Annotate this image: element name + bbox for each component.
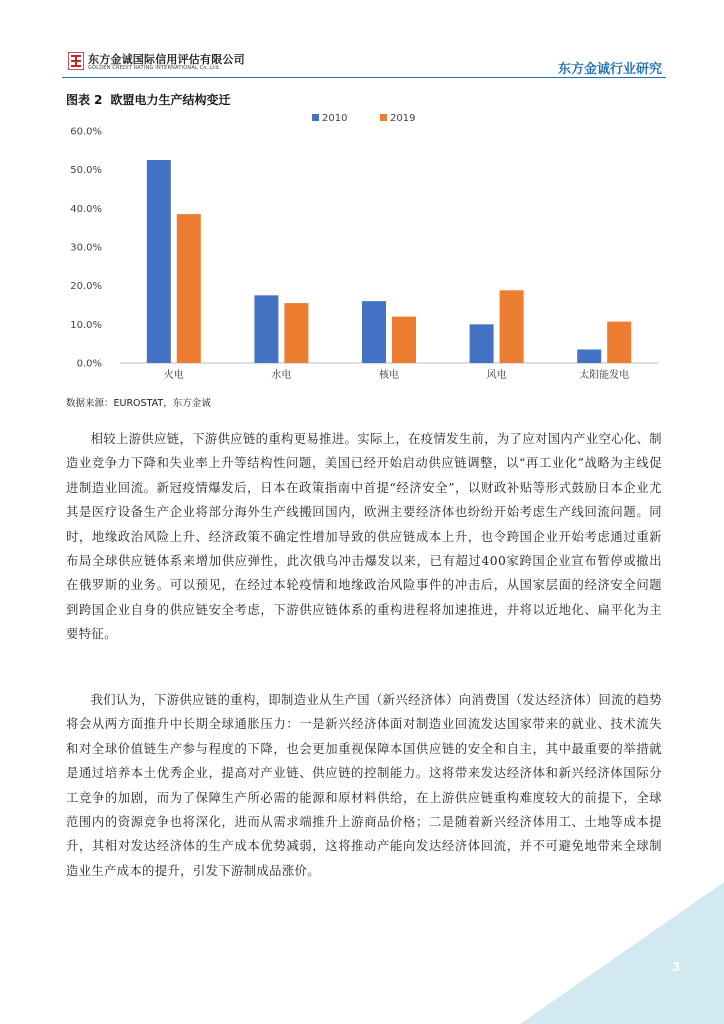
bar-2019-太阳能发电 — [607, 322, 631, 363]
bar-2010-太阳能发电 — [577, 349, 601, 363]
x-category-label: 核电 — [379, 370, 399, 381]
x-category-label: 太阳能发电 — [579, 370, 630, 381]
bar-2010-水电 — [254, 295, 278, 363]
bar-2010-火电 — [147, 160, 171, 363]
page-number: 3 — [672, 960, 681, 974]
page-header — [62, 50, 666, 80]
bar-2019-水电 — [284, 303, 308, 363]
bar-2019-核电 — [392, 317, 416, 363]
legend-label-2019: 2019 — [390, 113, 416, 124]
bar-2010-风电 — [470, 324, 494, 363]
company-name-english: GOLDEN CREDIT RATING INTERNATIONAL Co.,Ltd. — [88, 65, 221, 71]
bar-chart — [66, 108, 662, 388]
y-tick-label: 60.0% — [70, 126, 102, 138]
header-divider — [62, 77, 666, 78]
company-name: 东方金诚国际信用评估有限公司 — [88, 53, 245, 66]
y-tick-label: 0.0% — [76, 358, 102, 370]
y-tick-label: 20.0% — [70, 281, 102, 293]
x-category-label: 火电 — [163, 370, 184, 381]
figure-number: 图表 2 — [66, 93, 103, 107]
header-section-title: 东方金诚行业研究 — [557, 62, 662, 77]
legend-swatch-2010 — [312, 114, 319, 121]
figure-title — [66, 91, 231, 108]
body-paragraph-1: 相较上游供应链，下游供应链的重构更易推进。实际上，在疫情发生前，为了应对国内产业空心化、制造业竞争力下降和失业率上升等结构性问题，美国已经开始启动供应链调整，以“再工业化”战略为主线促进制造业回流。新冠疫情爆发后，日本在政策指南中首提“经济安全”，以财政补贴等形式鼓励日本企业尤其是医疗设备生产企业将部分海外生产线搬回国内，欧洲主要经济体也纷纷开始考虑生产线回流问题。同时，地缘政治风险上升、经济政策不确定性增加导致的供应链成本上升，也令跨国企业开始考虑通过重新布局全球供应链体系来增加供应弹性，此次俄乌冲击爆发以来，已有超过400家跨国企业宣布暂停或撤出在俄罗斯的业务。可以预见，在经过本轮疫情和地缘政治风险事件的冲击后，从国家层面的经济安全问题到跨国企业自身的供应链安全考虑，下游供应链体系的重构进程将加速推进，并将以近地化、扁平化为主要特征。 — [66, 432, 662, 642]
figure-source: 数据来源：EUROSTAT，东方金诚 — [66, 398, 211, 409]
y-tick-label: 50.0% — [70, 165, 102, 177]
bar-2019-风电 — [500, 290, 524, 363]
y-tick-label: 10.0% — [70, 319, 102, 331]
x-category-label: 水电 — [271, 370, 292, 381]
x-category-label: 风电 — [486, 370, 507, 381]
company-logo-icon — [68, 52, 84, 70]
legend-swatch-2019 — [380, 114, 387, 121]
figure-title-text: 欧盟电力生产结构变迁 — [110, 93, 231, 107]
legend-label-2010: 2010 — [322, 113, 348, 124]
y-tick-label: 40.0% — [70, 203, 102, 215]
bar-2019-火电 — [177, 214, 201, 363]
bar-2010-核电 — [362, 301, 386, 363]
body-paragraph-2: 我们认为，下游供应链的重构，即制造业从生产国（新兴经济体）向消费国（发达经济体）回流的趋势将会从两方面推升中长期全球通胀压力：一是新兴经济体面对制造业回流发达国家带来的就业、技术流失和对全球价值链生产参与程度的下降，也会更加重视保障本国供应链的安全和自主，其中最重要的举措就是通过培养本土优秀企业，提高对产业链、供应链的控制能力。这将带来发达经济体和新兴经济体国际分工竞争的加剧，而为了保障生产所必需的能源和原材料供给，在上游供应链重构难度较大的前提下，全球范围内的资源竞争也将深化，进而从需求端推升上游商品价格；二是随着新兴经济体用工、土地等成本提升，其相对发达经济体的生产成本优势减弱，这将推动产能向发达经济体回流，并不可避免地带来全球制造业生产成本的提升，引发下游制成品涨价。 — [66, 693, 662, 878]
y-tick-label: 30.0% — [70, 242, 102, 254]
